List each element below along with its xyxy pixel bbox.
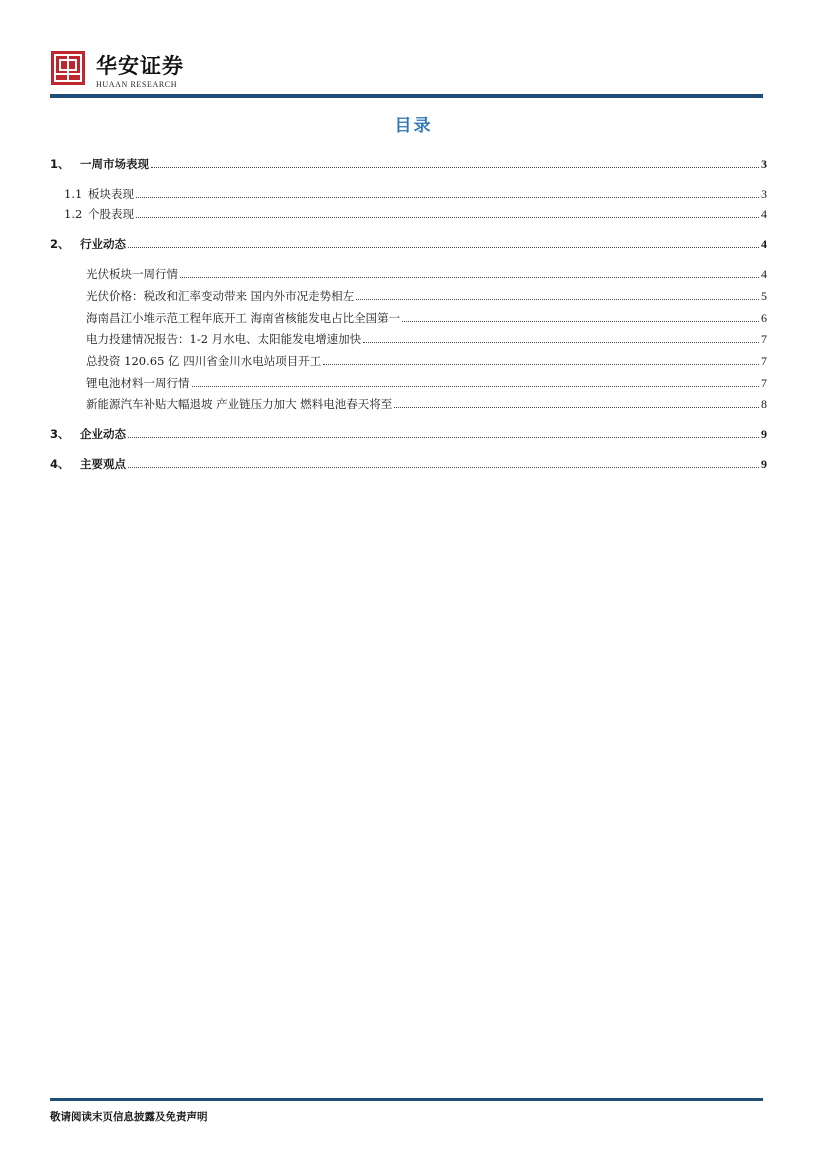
- toc-entry-page: 4: [761, 267, 767, 281]
- toc-leader-dots: [151, 166, 759, 168]
- toc-leader-dots: [180, 276, 759, 278]
- brand-name-cn: 华安证券: [96, 53, 184, 78]
- toc-leader-dots: [323, 363, 759, 365]
- toc-entry-page: 7: [761, 376, 767, 390]
- toc-entry-label: 企业动态: [80, 427, 126, 441]
- brand-name-en: HUAAN RESEARCH: [96, 80, 178, 89]
- toc-entry-4[interactable]: [50, 456, 767, 472]
- toc-entry-number: 2、: [50, 237, 70, 251]
- toc-entry-page: 3: [761, 157, 767, 171]
- toc-entry-label: 主要观点: [80, 457, 126, 471]
- toc-entry-number: 1、: [50, 157, 70, 171]
- toc-entry-2-a[interactable]: [86, 266, 767, 282]
- toc-entry-2-d[interactable]: [86, 331, 767, 347]
- toc-leader-dots: [136, 216, 759, 218]
- toc-entry-2-g[interactable]: [86, 396, 767, 412]
- toc-leader-dots: [128, 436, 759, 438]
- toc-entry-label: 板块表现: [88, 187, 134, 201]
- toc-entry-page: 3: [761, 187, 767, 201]
- toc-entry-2-c[interactable]: [86, 310, 767, 326]
- toc-leader-dots: [136, 196, 759, 198]
- toc-entry-label: 锂电池材料一周行情: [86, 376, 190, 390]
- header-divider: [50, 94, 763, 98]
- toc-entry-page: 9: [761, 427, 767, 441]
- toc-leader-dots: [363, 341, 759, 343]
- toc-entry-1-2[interactable]: [64, 206, 767, 222]
- toc-entry-1[interactable]: [50, 156, 767, 172]
- toc-entry-label: 总投资 120.65 亿 四川省金川水电站项目开工: [86, 354, 322, 368]
- toc-entry-label: 光伏价格：税改和汇率变动带来 国内外市况走势相左: [86, 289, 355, 303]
- toc-entry-2-e[interactable]: [86, 353, 767, 369]
- toc-entry-page: 8: [761, 397, 767, 411]
- toc-leader-dots: [128, 466, 759, 468]
- footer-divider: [50, 1098, 763, 1101]
- toc-entry-page: 5: [761, 289, 767, 303]
- toc-title: 目录: [394, 116, 433, 136]
- toc-entry-number: 4、: [50, 457, 70, 471]
- toc-entry-label: 新能源汽车补贴大幅退坡 产业链压力加大 燃料电池春天将至: [86, 397, 393, 411]
- toc-leader-dots: [356, 298, 759, 300]
- huaan-logo-icon: [50, 50, 86, 86]
- toc-leader-dots: [128, 246, 759, 248]
- toc-entry-page: 7: [761, 332, 767, 346]
- toc-entry-label: 光伏板块一周行情: [86, 267, 178, 281]
- toc-entry-page: 6: [761, 311, 767, 325]
- toc-entry-page: 9: [761, 457, 767, 471]
- toc-entry-label: 个股表现: [88, 207, 134, 221]
- toc-entry-3[interactable]: [50, 426, 767, 442]
- toc-entry-2-f[interactable]: [86, 375, 767, 391]
- toc-leader-dots: [192, 385, 760, 387]
- toc-entry-2-b[interactable]: [86, 288, 767, 304]
- toc-entry-page: 4: [761, 237, 767, 251]
- toc-entry-number: 3、: [50, 427, 70, 441]
- toc-entry-2[interactable]: [50, 236, 767, 252]
- toc-entry-label: 行业动态: [80, 237, 126, 251]
- toc-entry-label: 海南昌江小堆示范工程年底开工 海南省核能发电占比全国第一: [86, 311, 401, 325]
- toc-entry-number: 1.1: [64, 187, 83, 201]
- toc-leader-dots: [402, 320, 759, 322]
- toc-entry-label: 一周市场表现: [80, 157, 149, 171]
- toc-entry-1-1[interactable]: [64, 186, 767, 202]
- toc-entry-number: 1.2: [64, 207, 83, 221]
- toc-leader-dots: [394, 406, 759, 408]
- page-header: [0, 0, 827, 100]
- toc-entry-page: 7: [761, 354, 767, 368]
- toc-entry-page: 4: [761, 207, 767, 221]
- toc-entry-label: 电力投建情况报告：1-2 月水电、太阳能发电增速加快: [86, 332, 362, 346]
- footer-disclaimer: 敬请阅读末页信息披露及免责声明: [50, 1111, 208, 1123]
